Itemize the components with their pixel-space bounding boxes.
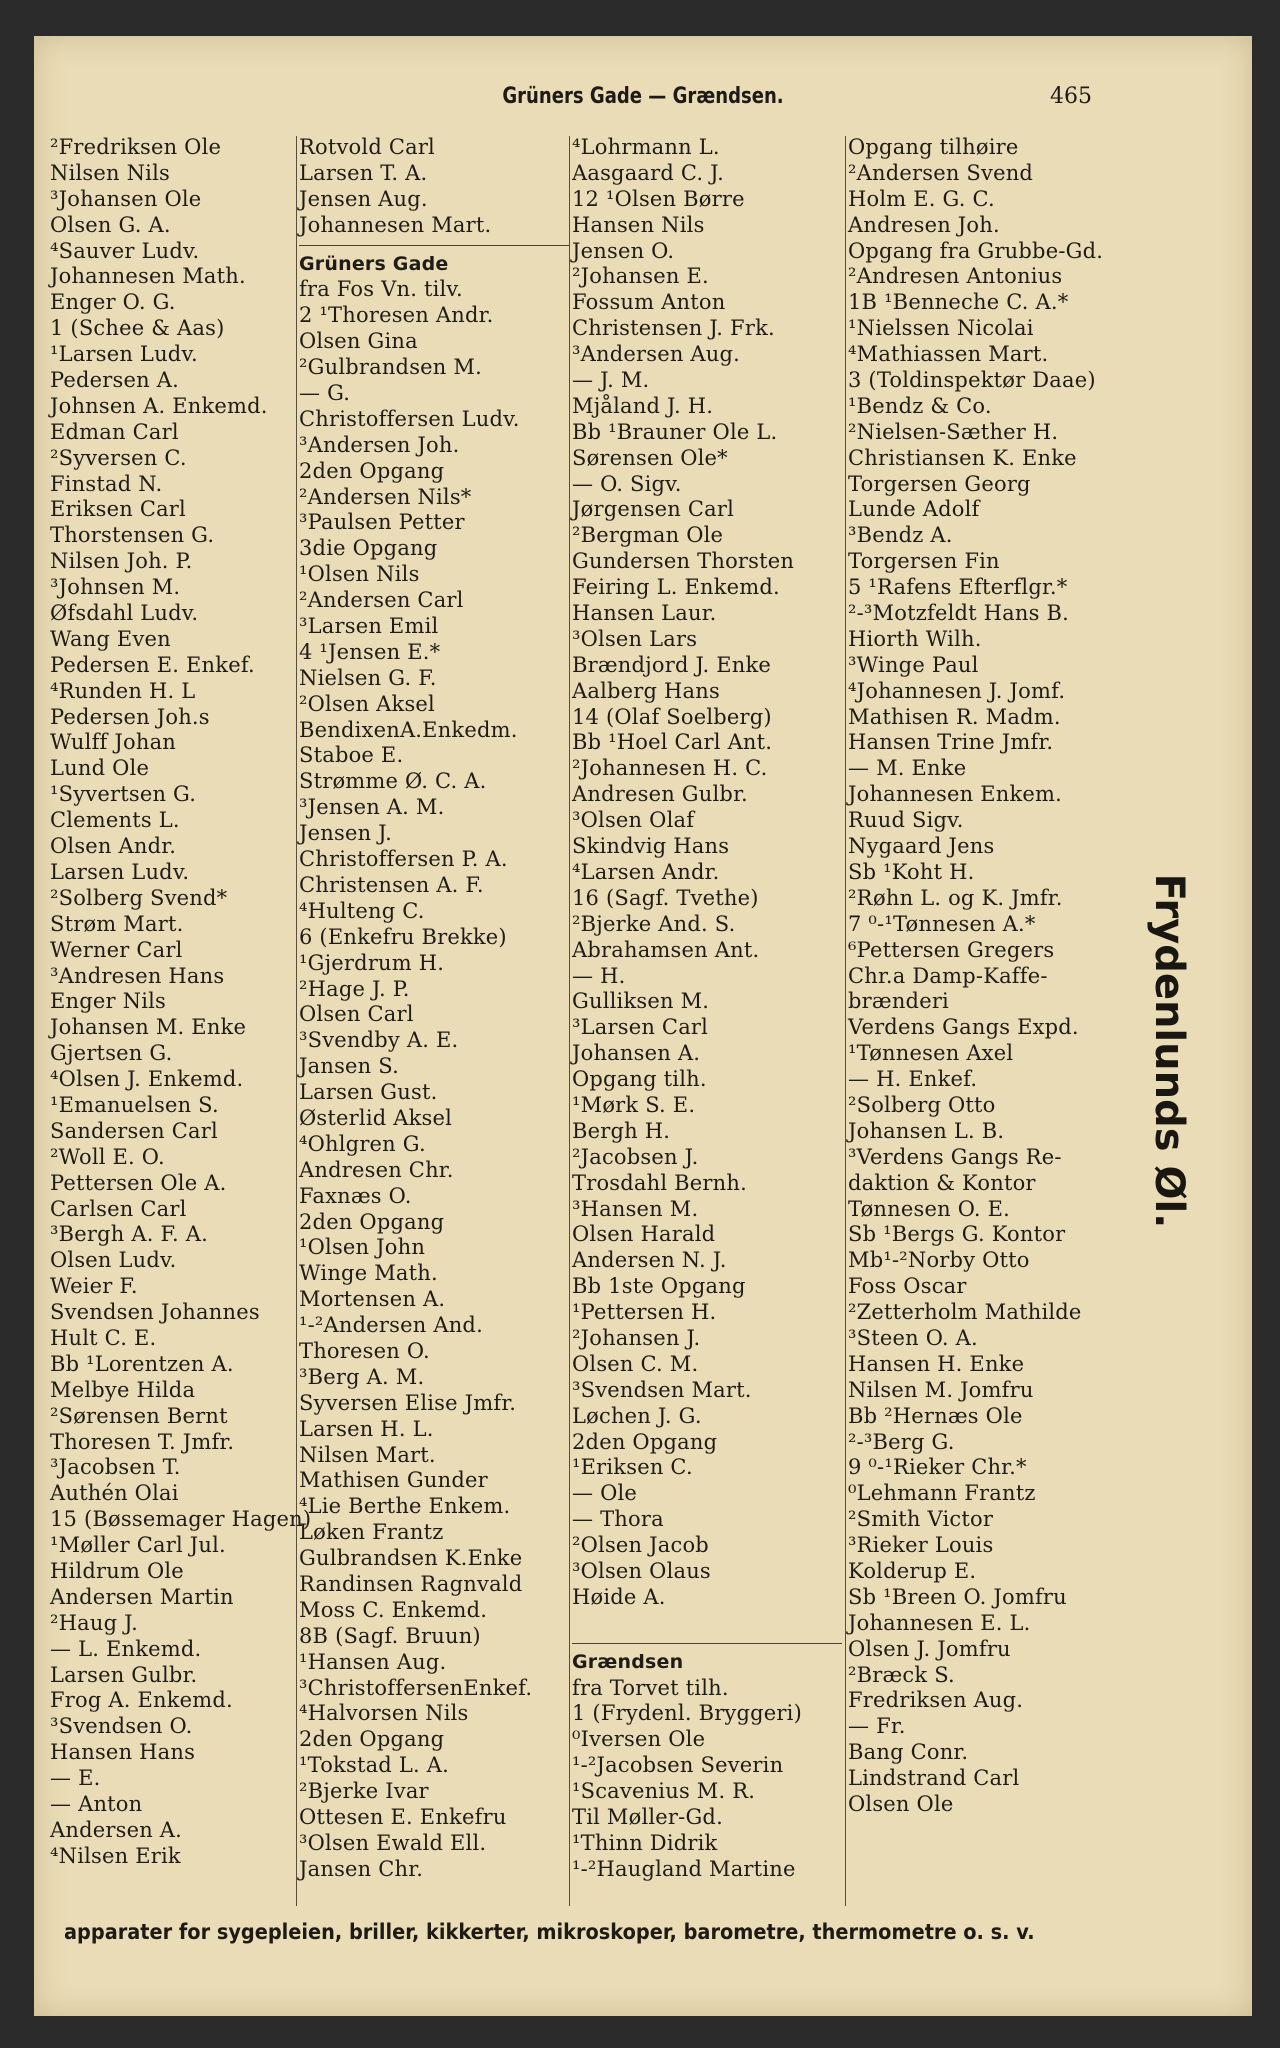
directory-entry: Christiansen K. Enke [848,445,1077,470]
directory-entry: ¹Tokstad L. A. [299,1753,449,1778]
directory-entry: Johannesen E. L. [848,1610,1031,1635]
directory-entry: ⁰Iversen Ole [572,1727,706,1752]
directory-entry: Wang Even [50,626,171,651]
directory-entry: brænderi [848,989,949,1014]
section-heading: Grændsen [572,1650,684,1673]
directory-entry: Hult C. E. [50,1325,157,1350]
directory-entry: 1 (Schee & Aas) [50,316,225,341]
directory-entry: ¹-²Andersen And. [299,1313,483,1338]
directory-entry: Torgersen Fin [848,549,1000,574]
column-3 [572,135,844,1883]
section-divider [299,245,569,246]
directory-entry: Staboe E. [299,743,404,768]
page-number: 465 [1050,84,1092,109]
directory-entry: Hansen Nils [572,212,705,237]
directory-entry: 8B (Sagf. Bruun) [299,1623,481,1648]
directory-entry: ¹Møller Carl Jul. [50,1533,226,1558]
directory-entry: ³Hansen M. [572,1196,699,1221]
directory-entry: Clements L. [50,808,180,833]
directory-entry: Winge Math. [299,1261,438,1286]
directory-entry: Weier F. [50,1274,138,1299]
directory-entry: Sb ¹Breen O. Jomfru [848,1584,1067,1609]
directory-entry: Larsen Gulbr. [50,1662,198,1687]
directory-entry: Mathisen R. Madm. [848,704,1061,729]
directory-entry: ²Bergman Ole [572,523,724,548]
directory-entry: Syversen Elise Jmfr. [299,1390,517,1415]
directory-entry: Opgang tilh. [572,1067,707,1092]
directory-entry: Hansen Laur. [572,601,717,626]
directory-entry: ²Johansen E. [572,264,709,289]
directory-entry: Moss C. Enkemd. [299,1597,488,1622]
directory-entry: Gulliksen M. [572,989,710,1014]
directory-entry: Hansen H. Enke [848,1351,1025,1376]
directory-entry: ²Røhn L. og K. Jmfr. [848,885,1063,910]
directory-entry: Werner Carl [50,937,183,962]
directory-entry: ³Larsen Carl [572,1015,709,1040]
directory-entry: ³Andersen Joh. [299,432,460,457]
column-4 [848,135,1120,1818]
directory-entry: Jørgensen Carl [572,497,735,522]
directory-entry: Larsen Ludv. [50,859,190,884]
directory-entry: ¹Emanuelsen S. [50,1092,219,1117]
directory-entry: Wulff Johan [50,730,177,755]
directory-entry: — Anton [50,1792,143,1816]
directory-entry: Randinsen Ragnvald [299,1571,523,1596]
directory-entry: ¹Larsen Ludv. [50,342,198,367]
directory-entry: Christensen A. F. [299,872,484,897]
directory-entry: 2 ¹Thoresen Andr. [299,303,494,328]
directory-entry: ¹Nielssen Nicolai [848,316,1034,341]
directory-entry: ²Bræck S. [848,1662,955,1687]
directory-entry: — G. [299,381,351,406]
directory-entry: Gjertsen G. [50,1041,173,1066]
directory-entry: Enger Nils [50,989,167,1014]
directory-entry: Aalberg Hans [572,678,720,703]
directory-entry: Gulbrandsen K.Enke [299,1546,523,1571]
page-title: Grüners Gade — Grændsen. [502,84,784,109]
directory-entry: ³Steen O. A. [848,1325,978,1350]
directory-entry: Feiring L. Enkemd. [572,575,780,600]
directory-entry: Nilsen Joh. P. [50,549,193,574]
directory-entry: Olsen Harald [572,1222,716,1247]
directory-entry: Olsen Ole [848,1792,954,1816]
directory-entry: ¹Hansen Aug. [299,1649,447,1674]
directory-entry: — H. [572,963,626,988]
directory-entry: Finstad N. [50,471,163,496]
directory-entry: ¹Tønnesen Axel [848,1041,1014,1066]
directory-entry: 6 (Enkefru Brekke) [299,924,507,949]
directory-entry: Øfsdahl Ludv. [50,601,199,626]
directory-entry: — J. M. [572,368,650,393]
directory-entry: Mortensen A. [299,1287,446,1312]
directory-entry: Nygaard Jens [848,834,995,859]
directory-entry: Løken Frantz [299,1520,444,1545]
directory-entry: ⁴Runden H. L [50,678,196,703]
directory-entry: ¹-²Jacobsen Severin [572,1753,784,1778]
directory-entry: ¹Olsen Nils [299,562,420,587]
directory-entry: fra Fos Vn. tilv. [299,277,463,302]
directory-entry: Mb¹-²Norby Otto [848,1248,1030,1273]
directory-entry: Østerlid Aksel [299,1105,453,1130]
directory-entry: ⁴Hulteng C. [299,898,425,923]
directory-entry: ²-³Motzfeldt Hans B. [848,601,1069,626]
directory-entry: Aasgaard C. J. [572,160,725,185]
directory-page [34,36,1252,2016]
directory-entry: Chr.a Damp-Kaffe- [848,963,1048,988]
directory-entry: ⁰Lehmann Frantz [848,1481,1036,1506]
directory-entry: ³Verdens Gangs Re- [848,1144,1062,1169]
directory-entry: 4 ¹Jensen E.* [299,639,441,664]
directory-entry: Sb ¹Koht H. [848,859,975,884]
directory-entry: ³Johnsen M. [50,575,181,600]
directory-entry: ³Jensen A. M. [299,795,445,820]
directory-entry: Til Møller-Gd. [572,1805,723,1829]
directory-entry: — L. Enkemd. [50,1636,202,1661]
directory-entry: Olsen Carl [299,1002,414,1027]
directory-entry: Ottesen E. Enkefru [299,1805,507,1829]
directory-entry: Johannesen Enkem. [848,782,1062,807]
directory-entry: ³Andersen Aug. [572,342,741,367]
directory-entry: Andersen N. J. [572,1248,727,1273]
directory-entry: ²Andresen Antonius [848,264,1063,289]
directory-entry: Larsen T. A. [299,160,428,185]
directory-entry [572,1611,844,1637]
directory-entry: ³Andresen Hans [50,963,225,988]
directory-entry: Carlsen Carl [50,1196,187,1221]
directory-entry: Sørensen Ole* [572,445,728,470]
directory-entry: Trosdahl Bernh. [572,1170,747,1195]
directory-entry: — M. Enke [848,756,967,781]
directory-entry: Sandersen Carl [50,1118,218,1143]
directory-entry: ³Winge Paul [848,652,979,677]
directory-entry: Frog A. Enkemd. [50,1688,233,1713]
directory-entry: Bang Conr. [848,1740,969,1765]
directory-entry: ²Solberg Svend* [50,885,228,910]
directory-entry: Johansen M. Enke [50,1015,247,1040]
directory-entry: ²Johansen J. [572,1325,701,1350]
directory-entry: ¹Gjerdrum H. [299,950,445,975]
directory-entry: BendixenA.Enkedm. [299,717,518,742]
directory-entry: Hansen Trine Jmfr. [848,730,1054,755]
directory-entry: ³Paulsen Petter [299,510,465,535]
directory-entry: ²Fredriksen Ole [50,135,222,159]
directory-entry: Lunde Adolf [848,497,980,522]
directory-entry: Gundersen Thorsten [572,549,795,574]
directory-entry: Verdens Gangs Expd. [848,1015,1079,1040]
directory-entry: ²Solberg Otto [848,1092,996,1117]
directory-entry: — E. [50,1766,101,1791]
directory-entry: Faxnæs O. [299,1183,412,1208]
section-divider [572,1643,842,1644]
directory-entry: fra Torvet tilh. [572,1675,729,1700]
directory-entry: ⁴Lohrmann L. [572,135,720,159]
directory-entry: Tønnesen O. E. [848,1196,1011,1221]
directory-entry: Kolderup E. [848,1558,977,1583]
directory-entry: ²Olsen Jacob [572,1533,709,1558]
directory-entry: Fossum Anton [572,290,726,315]
directory-entry: ⁴Johannesen J. Jomf. [848,678,1066,703]
directory-entry: ²Nielsen-Sæther H. [848,419,1059,444]
directory-entry: Thoresen T. Jmfr. [50,1429,235,1454]
directory-entry: Olsen Gina [299,329,418,354]
directory-entry: Mjåland J. H. [572,393,714,418]
directory-entry: ¹Mørk S. E. [572,1092,696,1117]
directory-entry: Nilsen Nils [50,160,170,185]
directory-entry: Pedersen E. Enkef. [50,652,255,677]
directory-entry: — H. Enkef. [848,1067,978,1092]
directory-entry: Larsen Gust. [299,1080,438,1105]
directory-entry: ²Jacobsen J. [572,1144,699,1169]
directory-entry: Olsen Andr. [50,834,177,859]
directory-entry: Johnsen A. Enkemd. [50,393,268,418]
directory-entry: 2den Opgang [299,458,445,483]
directory-entry: — Fr. [848,1714,906,1739]
directory-entry: ³Olsen Olaus [572,1558,711,1583]
directory-entry: ¹Olsen John [299,1235,426,1260]
directory-entry: Johansen A. [572,1041,701,1066]
directory-entry: Johansen L. B. [848,1118,1005,1143]
directory-entry: ¹-²Haugland Martine [572,1856,796,1881]
directory-entry: Jensen J. [299,821,393,846]
directory-entry: ⁴Larsen Andr. [572,859,720,884]
directory-entry: ³ChristoffersenEnkef. [299,1675,533,1700]
directory-entry: 1 (Frydenl. Bryggeri) [572,1701,802,1726]
directory-entry: Skindvig Hans [572,834,730,859]
directory-entry: Andersen A. [50,1817,183,1842]
directory-entry: Enger O. G. [50,290,176,315]
directory-entry: Ruud Sigv. [848,808,964,833]
directory-entry: 2den Opgang [299,1209,445,1234]
directory-entry: Jansen S. [299,1054,399,1079]
directory-entry: Svendsen Johannes [50,1300,260,1325]
directory-entry: Fredriksen Aug. [848,1688,1024,1713]
directory-entry: ²Smith Victor [848,1507,994,1532]
directory-entry: ⁴Sauver Ludv. [50,238,200,263]
directory-entry: Christoffersen P. A. [299,847,508,872]
directory-entry: Johannesen Mart. [299,212,492,237]
directory-entry: Holm E. G. C. [848,186,995,211]
directory-entry: ³Jacobsen T. [50,1455,181,1480]
directory-entry: Brændjord J. Enke [572,652,772,677]
directory-entry: ⁴Olsen J. Enkemd. [50,1067,244,1092]
directory-entry: ¹Pettersen H. [572,1300,717,1325]
directory-entry: Pedersen Joh.s [50,704,210,729]
directory-entry: Thoresen O. [299,1338,430,1363]
directory-entry: ²Syversen C. [50,445,187,470]
directory-entry: Olsen J. Jomfru [848,1636,1011,1661]
page-header [34,84,1252,124]
column-rule [845,136,846,1906]
directory-entry: 14 (Olaf Soelberg) [572,704,772,729]
directory-entry: Høide A. [572,1584,666,1609]
directory-entry: Bb ¹Hoel Carl Ant. [572,730,773,755]
directory-entry: ⁴Ohlgren G. [299,1131,426,1156]
directory-entry: — O. Sigv. [572,471,682,496]
directory-entry: Eriksen Carl [50,497,186,522]
directory-entry: ²Andersen Nils* [299,484,472,509]
directory-entry: ³Svendsen Mart. [572,1377,752,1402]
section-heading: Grüners Gade [299,252,449,275]
directory-entry: 2den Opgang [299,1727,445,1752]
directory-entry: 3 (Toldinspektør Daae) [848,368,1096,393]
directory-entry: ²Zetterholm Mathilde [848,1300,1082,1325]
directory-entry: — Thora [572,1507,664,1532]
directory-entry: Bb ¹Brauner Ole L. [572,419,778,444]
directory-entry: ²Woll E. O. [50,1144,165,1169]
directory-entry: ¹Bendz & Co. [848,393,992,418]
directory-entry: 9 ⁰-¹Rieker Chr.* [848,1455,1027,1480]
directory-entry: ⁴Nilsen Erik [50,1843,181,1868]
directory-entry: 3die Opgang [299,536,438,561]
directory-entry: Thorstensen G. [50,523,215,548]
directory-entry: Christensen J. Frk. [572,316,775,341]
directory-entry: ⁴Mathiassen Mart. [848,342,1049,367]
directory-entry: ³Olsen Ewald Ell. [299,1830,487,1855]
directory-entry: ⁴Lie Berthe Enkem. [299,1494,511,1519]
directory-entry: ¹Eriksen C. [572,1455,693,1480]
column-2 [299,135,571,1883]
directory-entry: ²Sørensen Bernt [50,1403,228,1428]
directory-entry: Bb 1ste Opgang [572,1274,746,1299]
directory-entry: ³Olsen Olaf [572,808,695,833]
directory-entry: ¹Scavenius M. R. [572,1779,756,1804]
directory-entry: 15 (Bøssemager Hagen) [50,1507,312,1532]
directory-entry: ²Haug J. [50,1610,138,1635]
directory-entry: ³Svendsen O. [50,1714,193,1739]
directory-entry: 7 ⁰-¹Tønnesen A.* [848,911,1036,936]
directory-entry: 1B ¹Benneche C. A.* [848,290,1069,315]
directory-entry: Foss Oscar [848,1274,967,1299]
directory-entry: Lindstrand Carl [848,1766,1020,1791]
directory-entry: Nilsen Mart. [299,1442,436,1467]
directory-entry: ³Olsen Lars [572,626,698,651]
directory-entry: Bb ²Hernæs Ole [848,1403,1023,1428]
directory-entry: Hiorth Wilh. [848,626,982,651]
directory-entry: ³Berg A. M. [299,1364,425,1389]
directory-entry: 16 (Sagf. Tvethe) [572,885,759,910]
column-1 [50,135,322,1870]
footer-advertisement: apparater for sygepleien, briller, kikkerter, mikroskoper, barometre, thermometre o. s. v. [64,1920,1035,1944]
directory-entry: Jansen Chr. [299,1856,424,1881]
directory-entry: Nilsen M. Jomfru [848,1377,1034,1402]
directory-entry: Andersen Martin [50,1584,234,1609]
directory-entry: 12 ¹Olsen Børre [572,186,745,211]
directory-entry: Pedersen A. [50,368,179,393]
directory-entry: Jensen Aug. [299,186,428,211]
directory-entry: Olsen Ludv. [50,1248,177,1273]
directory-entry: Melbye Hilda [50,1377,196,1402]
directory-entry: Christoffersen Ludv. [299,406,520,431]
directory-entry: ²Johannesen H. C. [572,756,768,781]
directory-entry: ³Bergh A. F. A. [50,1222,208,1247]
directory-entry: Andresen Chr. [299,1157,454,1182]
directory-entry: ²Bjerke Ivar [299,1779,429,1804]
directory-entry: Hildrum Ole [50,1558,184,1583]
directory-entry: Authén Olai [50,1481,179,1506]
directory-entry: Edman Carl [50,419,179,444]
directory-entry: Mathisen Gunder [299,1468,488,1493]
directory-entry: Nielsen G. F. [299,665,437,690]
directory-entry: — Ole [572,1481,638,1506]
directory-entry: 2den Opgang [572,1429,718,1454]
directory-entry: Olsen G. A. [50,212,171,237]
directory-entry: Lund Ole [50,756,150,781]
directory-entry: ³Bendz A. [848,523,953,548]
directory-entry: 5 ¹Rafens Efterflgr.* [848,575,1068,600]
directory-entry: daktion & Kontor [848,1170,1036,1195]
directory-entry: Bergh H. [572,1118,671,1143]
directory-entry: ²Hage J. P. [299,976,410,1001]
directory-entry: Pettersen Ole A. [50,1170,227,1195]
directory-entry: Olsen C. M. [572,1351,699,1376]
directory-entry: ³Rieker Louis [848,1533,994,1558]
directory-entry: Andresen Joh. [848,212,1000,237]
directory-entry: ²Olsen Aksel [299,691,435,716]
directory-entry: Andresen Gulbr. [572,782,748,807]
directory-entry: ³Larsen Emil [299,614,439,639]
directory-entry: ²-³Berg G. [848,1429,955,1454]
directory-entry: Løchen J. G. [572,1403,702,1428]
directory-entry: ⁴Halvorsen Nils [299,1701,469,1726]
directory-entry: Sb ¹Bergs G. Kontor [848,1222,1066,1247]
directory-entry: ³Svendby A. E. [299,1028,459,1053]
directory-entry: Jensen O. [572,238,675,263]
directory-entry: ²Gulbrandsen M. [299,355,482,380]
directory-entry: ²Bjerke And. S. [572,911,736,936]
directory-entry: Larsen H. L. [299,1416,434,1441]
directory-entry: ²Andersen Carl [299,588,464,613]
directory-entry: Bb ¹Lorentzen A. [50,1351,234,1376]
side-advertisement [1139,873,1199,1229]
directory-entry: ¹Thinn Didrik [572,1830,718,1855]
directory-entry: Abrahamsen Ant. [572,937,760,962]
directory-entry: ²Andersen Svend [848,160,1034,185]
directory-entry: Opgang fra Grubbe-Gd. [848,238,1104,263]
directory-entry: Johannesen Math. [50,264,246,289]
side-title: Frydenlunds Øl. [1146,873,1192,1229]
directory-entry: ⁶Pettersen Gregers [848,937,1055,962]
directory-entry: ³Johansen Ole [50,186,202,211]
directory-entry: Torgersen Georg [848,471,1031,496]
directory-entry: Opgang tilhøire [848,135,1019,159]
directory-entry: Strømme Ø. C. A. [299,769,487,794]
directory-entry: ¹Syvertsen G. [50,782,197,807]
directory-entry: Rotvold Carl [299,135,435,159]
directory-entry: Hansen Hans [50,1740,196,1765]
directory-entry: Strøm Mart. [50,911,184,936]
